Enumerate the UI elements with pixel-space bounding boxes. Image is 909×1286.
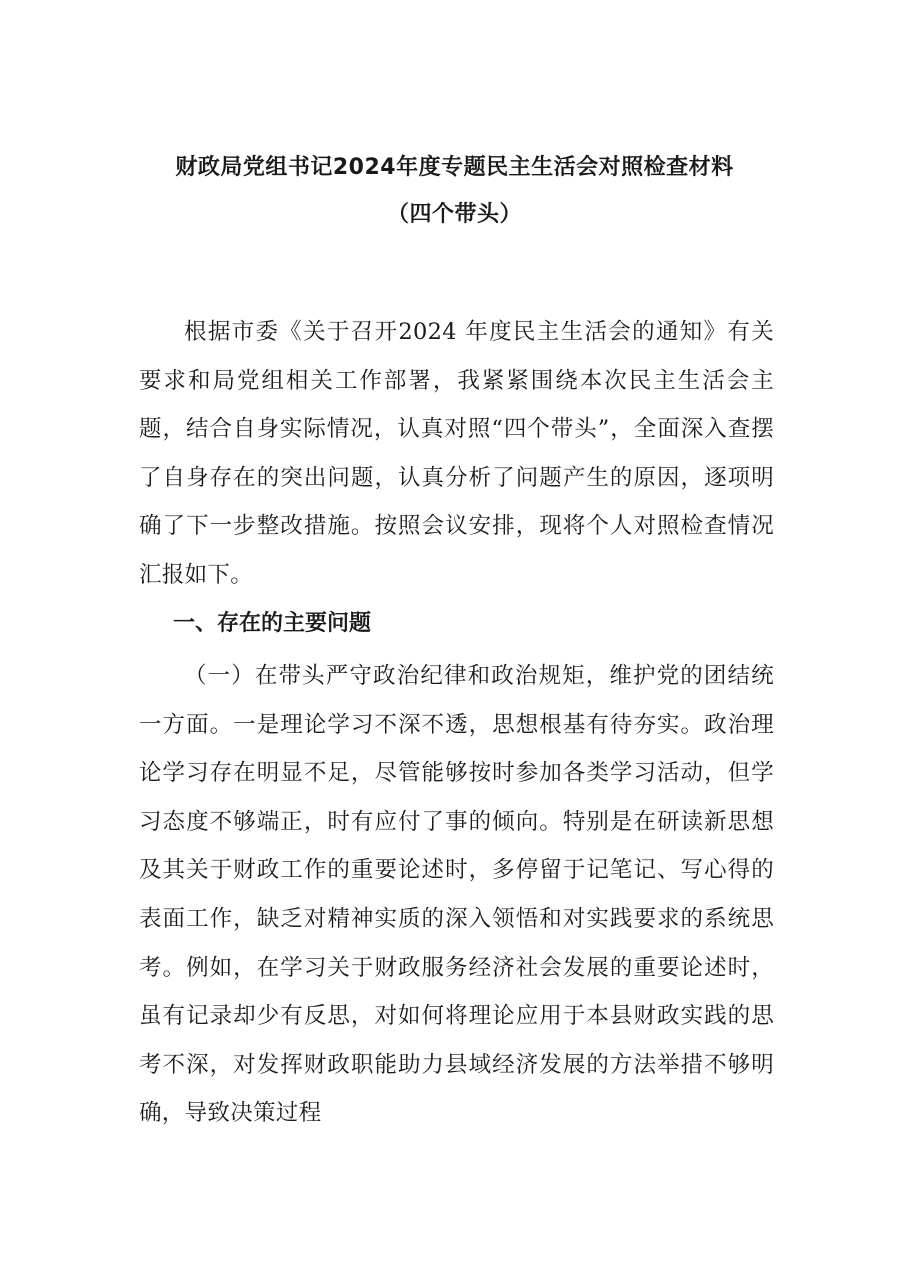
section-1-block [139, 652, 774, 1138]
section-heading: 一、存在的主要问题 [173, 611, 372, 636]
document-subtitle: （四个带头） [386, 202, 522, 227]
document-title: 财政局党组书记2024年度专题民主生活会对照检查材料 [175, 155, 734, 180]
section-1-paragraph: （一）在带头严守政治纪律和政治规矩，维护党的团结统一方面。一是理论学习不深不透，思想根基有待夯实。政治理论学习存在明显不足，尽管能够按时参加各类学习活动，但学习态度不够端正，时有应付了事的倾向。特别是在研读新思想及其关于财政工作的重要论述时，多停留于记笔记、写心得的表面工作，缺乏对精神实质的深入领悟和对实践要求的系统思考。例如，在学习关于财政服务经济社会发展的重要论述时，虽有记录却少有反思，对如何将理论应用于本县财政实践的思考不深，对发挥财政职能助力县域经济发展的方法举措不够明确，导致决策过程 [139, 663, 774, 1127]
intro-paragraph: 根据市委《关于召开2024 年度民主生活会的通知》有关要求和局党组相关工作部署，我紧紧围绕本次民主生活会主题，结合自身实际情况，认真对照“四个带头”，全面深入查摆了自身存在的突出问题，认真分析了问题产生的原因，逐项明确了下一步整改措施。按照会议安排，现将个人对照检查情况汇报如下。 [139, 319, 774, 588]
intro-block [139, 308, 774, 600]
